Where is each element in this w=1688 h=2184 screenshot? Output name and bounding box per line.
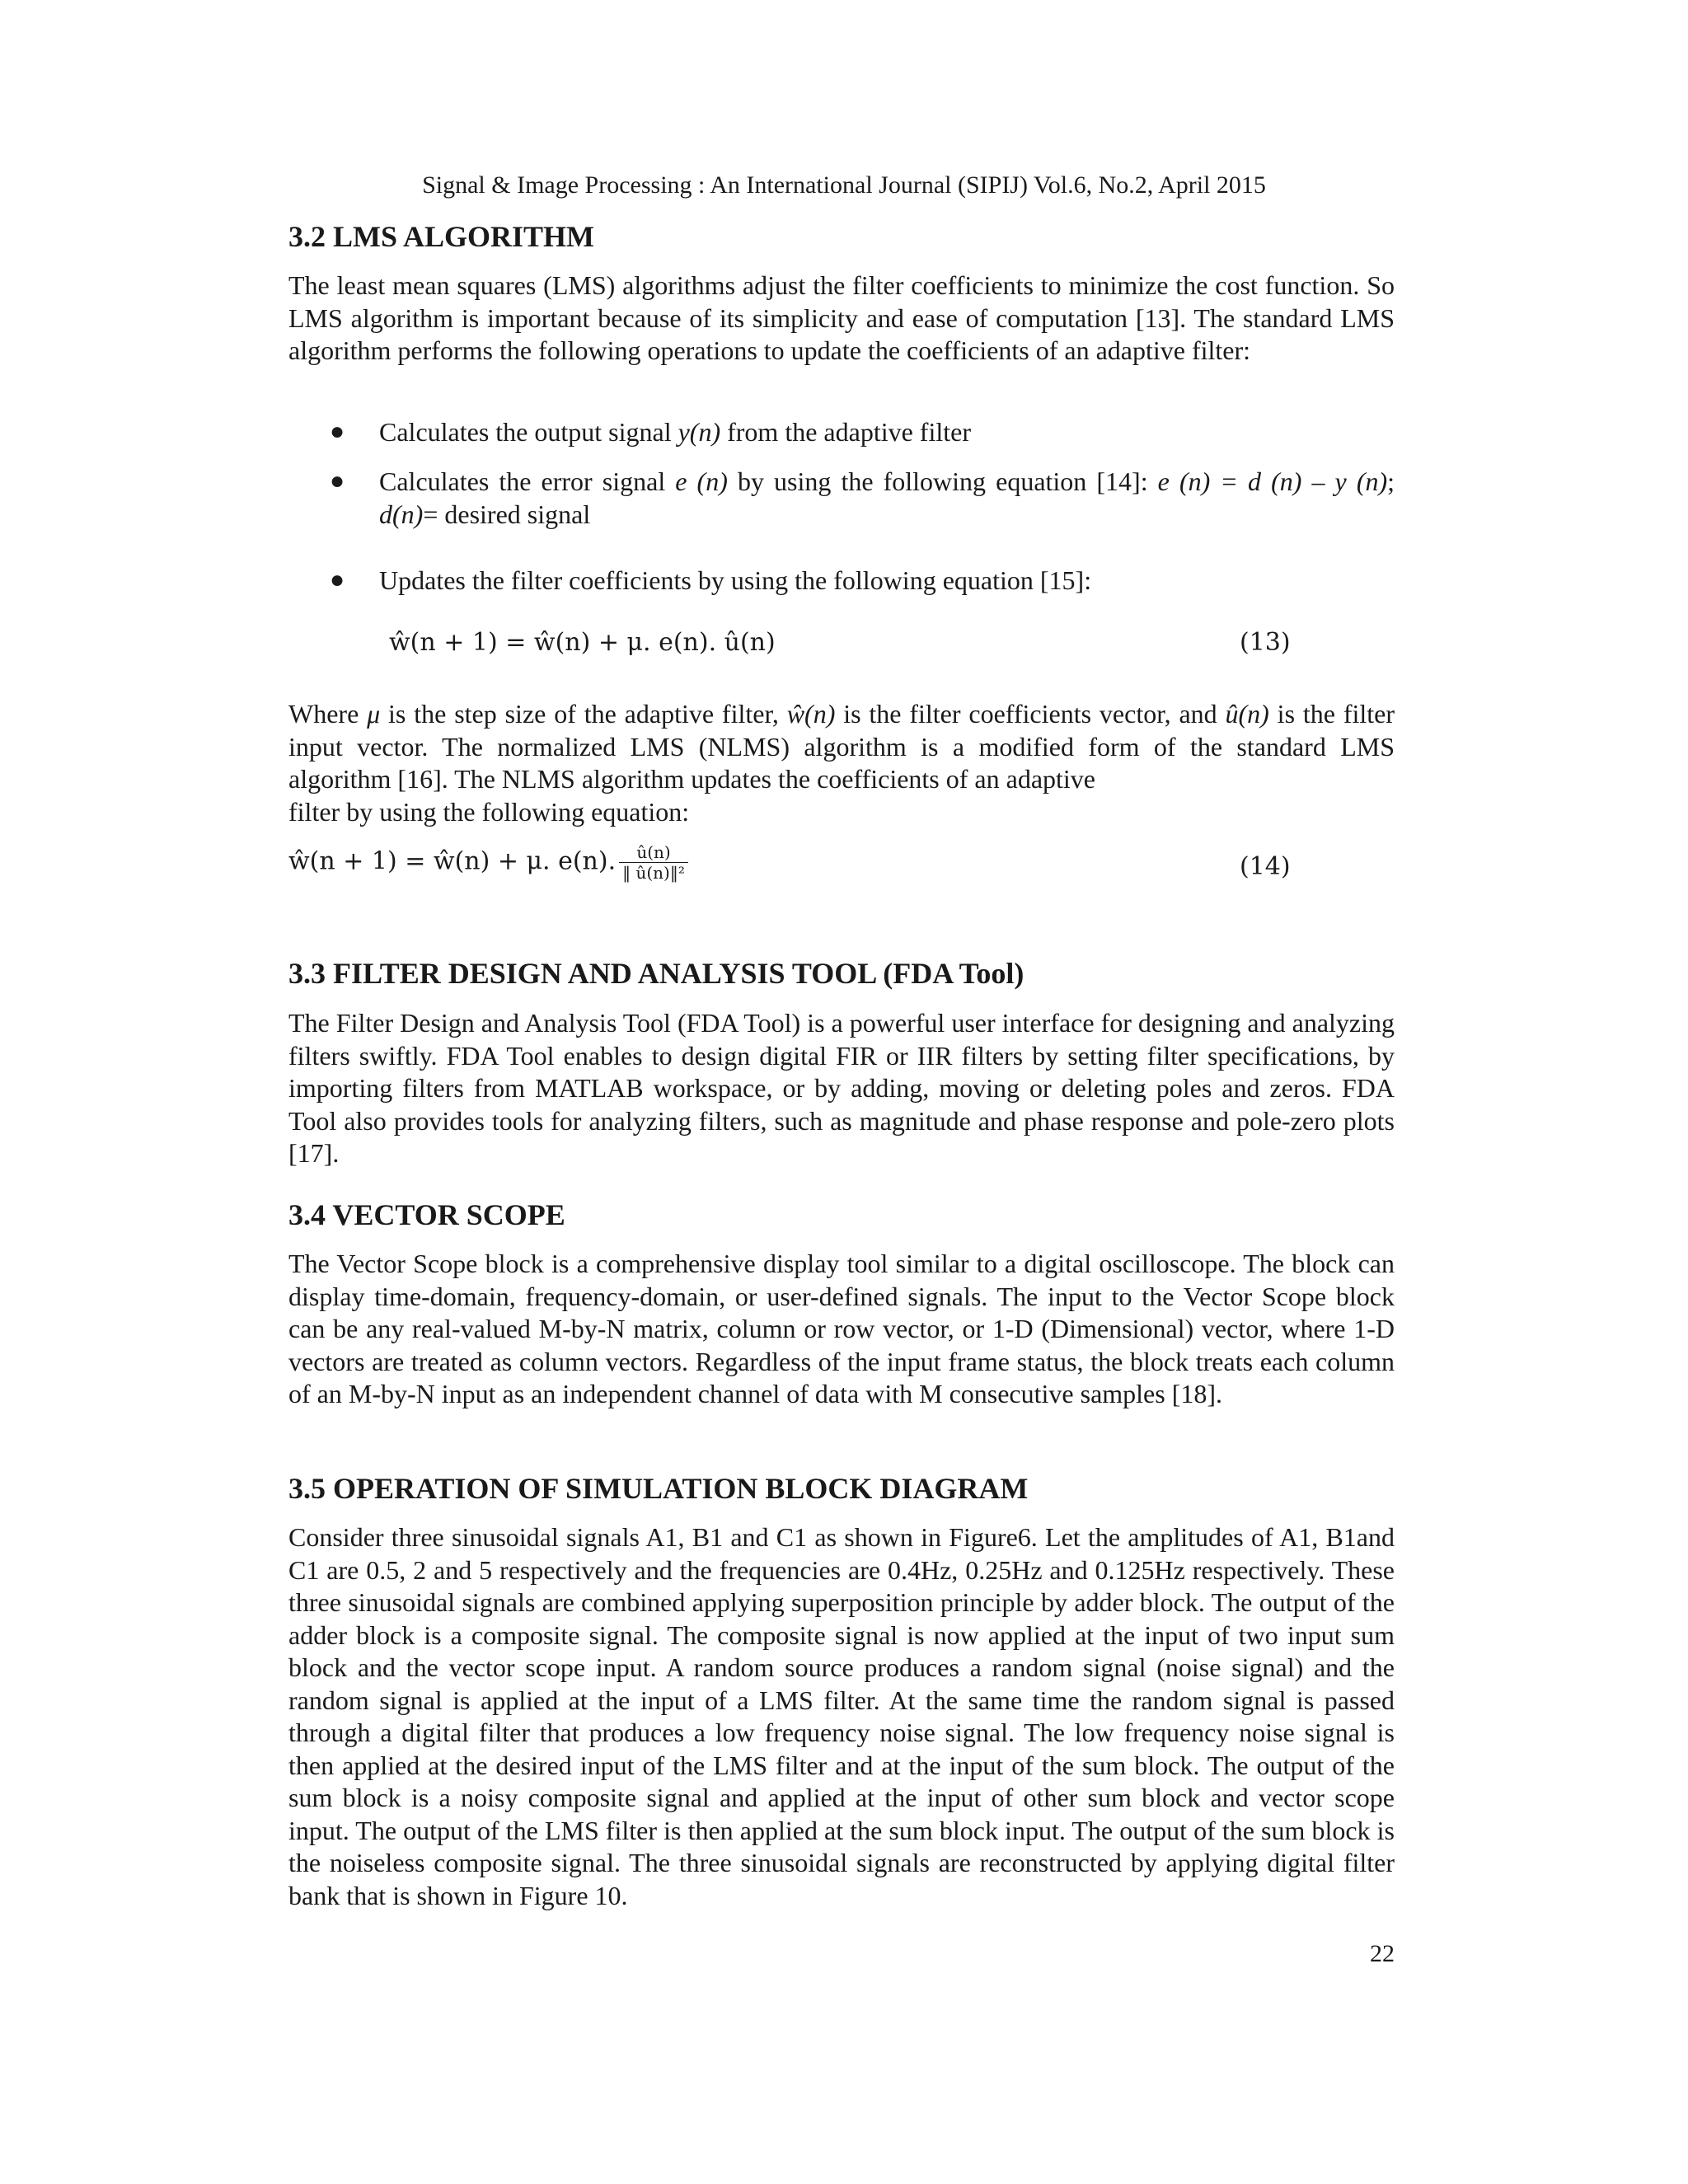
lms-where-paragraph-last-line: filter by using the following equation: (288, 797, 690, 827)
section-heading-lms: 3.2 LMS ALGORITHM (288, 220, 595, 253)
section-heading-vector-scope: 3.4 VECTOR SCOPE (288, 1198, 565, 1231)
section-heading-simulation: 3.5 OPERATION OF SIMULATION BLOCK DIAGRAM (288, 1472, 1029, 1505)
equation-14-number: (14) (1240, 852, 1291, 881)
lms-intro-paragraph: The least mean squares (LMS) algorithms adjust the filter coefficients to minimize the cost function. So LMS algorithm is important because of its simplicity and ease of computation [13]. The standard LMS algorithm performs the following operations to update the coefficients of an adaptive filter: (288, 270, 1395, 365)
bullet-marker: ● (330, 418, 345, 445)
equation-14-fraction: $\frac{û(n)}{\text{‖ û(n)‖²}}$ (619, 842, 688, 883)
lms-where-paragraph: Where μ is the step size of the adaptive filter, ŵ(n) is the filter coefficients vector, and û(n) is the filter input vector. The normalized LMS (NLMS) algorithm is a modified form of the standard LMS algorithm [16]. The NLMS algorithm updates the coefficients of an adaptive (288, 699, 1395, 794)
simulation-paragraph: Consider three sinusoidal signals A1, B1 and C1 as shown in Figure6. Let the amplitudes of A1, B1and C1 are 0.5, 2 and 5 respectively and the frequencies are 0.4Hz, 0.25Hz and 0.125Hz respectively. These three sinusoidal signals are combined applying superposition principle by adder block. The output of the adder block is a composite signal. The composite signal is now applied at the input of two input sum block and the vector scope input. A random source produces a random signal (noise signal) and the random signal is applied at the input of a LMS filter. At the same time the random signal is passed through a digital filter that produces a low frequency noise signal. The low frequency noise signal is then applied at the desired input of the LMS filter and at the input of the sum block. The output of the sum block is a noisy composite signal and applied at the input of other sum block and vector scope input. The output of the LMS filter is then applied at the sum block input. The output of the sum block is the noiseless composite signal. The three sinusoidal signals are reconstructed by applying digital filter bank that is shown in Figure 10. (288, 1522, 1395, 1910)
vector-scope-paragraph: The Vector Scope block is a comprehensive display tool similar to a digital oscilloscope. The block can display time-domain, frequency-domain, or user-defined signals. The input to the Vector Scope block can be any real-valued M-by-N matrix, column or row vector, or 1-D (Dimensional) vector, where 1-D vectors are treated as column vectors. Regardless of the input frame status, the block treats each column of an M-by-N input as an independent channel of data with M consecutive samples [18]. (288, 1249, 1395, 1408)
fda-tool-paragraph: The Filter Design and Analysis Tool (FDA Tool) is a powerful user interface for designing and analyzing filters swiftly. FDA Tool enables to design digital FIR or IIR filters by setting filter specifications, by importing filters from MATLAB workspace, or by adding, moving or deleting poles and zeros. FDA Tool also provides tools for analyzing filters, such as magnitude and phase response and pole-zero plots [17]. (288, 1008, 1395, 1168)
lms-bullet-update-coefficients: Updates the filter coefficients by using the following equation [15]: (379, 565, 1092, 595)
bullet-marker: ● (330, 566, 345, 593)
equation-13-number: (13) (1240, 628, 1291, 657)
equation-14: ŵ(n + 1) = ŵ(n) + μ. e(n). $\frac{û(n)}{\text{‖ û(n)‖²}}$ (288, 842, 688, 883)
equation-13: ŵ(n + 1) = ŵ(n) + μ. e(n). û(n) (389, 628, 776, 657)
lms-bullet-error-signal: Calculates the error signal e (n) by using the following equation [14]: e (n) = d (n) – y (n); d(n)= desired signal (379, 466, 1395, 529)
lms-bullet-output-signal: Calculates the output signal y(n) from the adaptive filter (379, 417, 971, 447)
section-heading-fda-tool: 3.3 FILTER DESIGN AND ANALYSIS TOOL (FDA Tool) (288, 957, 1025, 990)
bullet-marker: ● (330, 467, 345, 494)
page-number: 22 (1370, 1940, 1395, 1967)
running-header: Signal & Image Processing : An International Journal (SIPIJ) Vol.6, No.2, April 2015 (422, 171, 1266, 199)
